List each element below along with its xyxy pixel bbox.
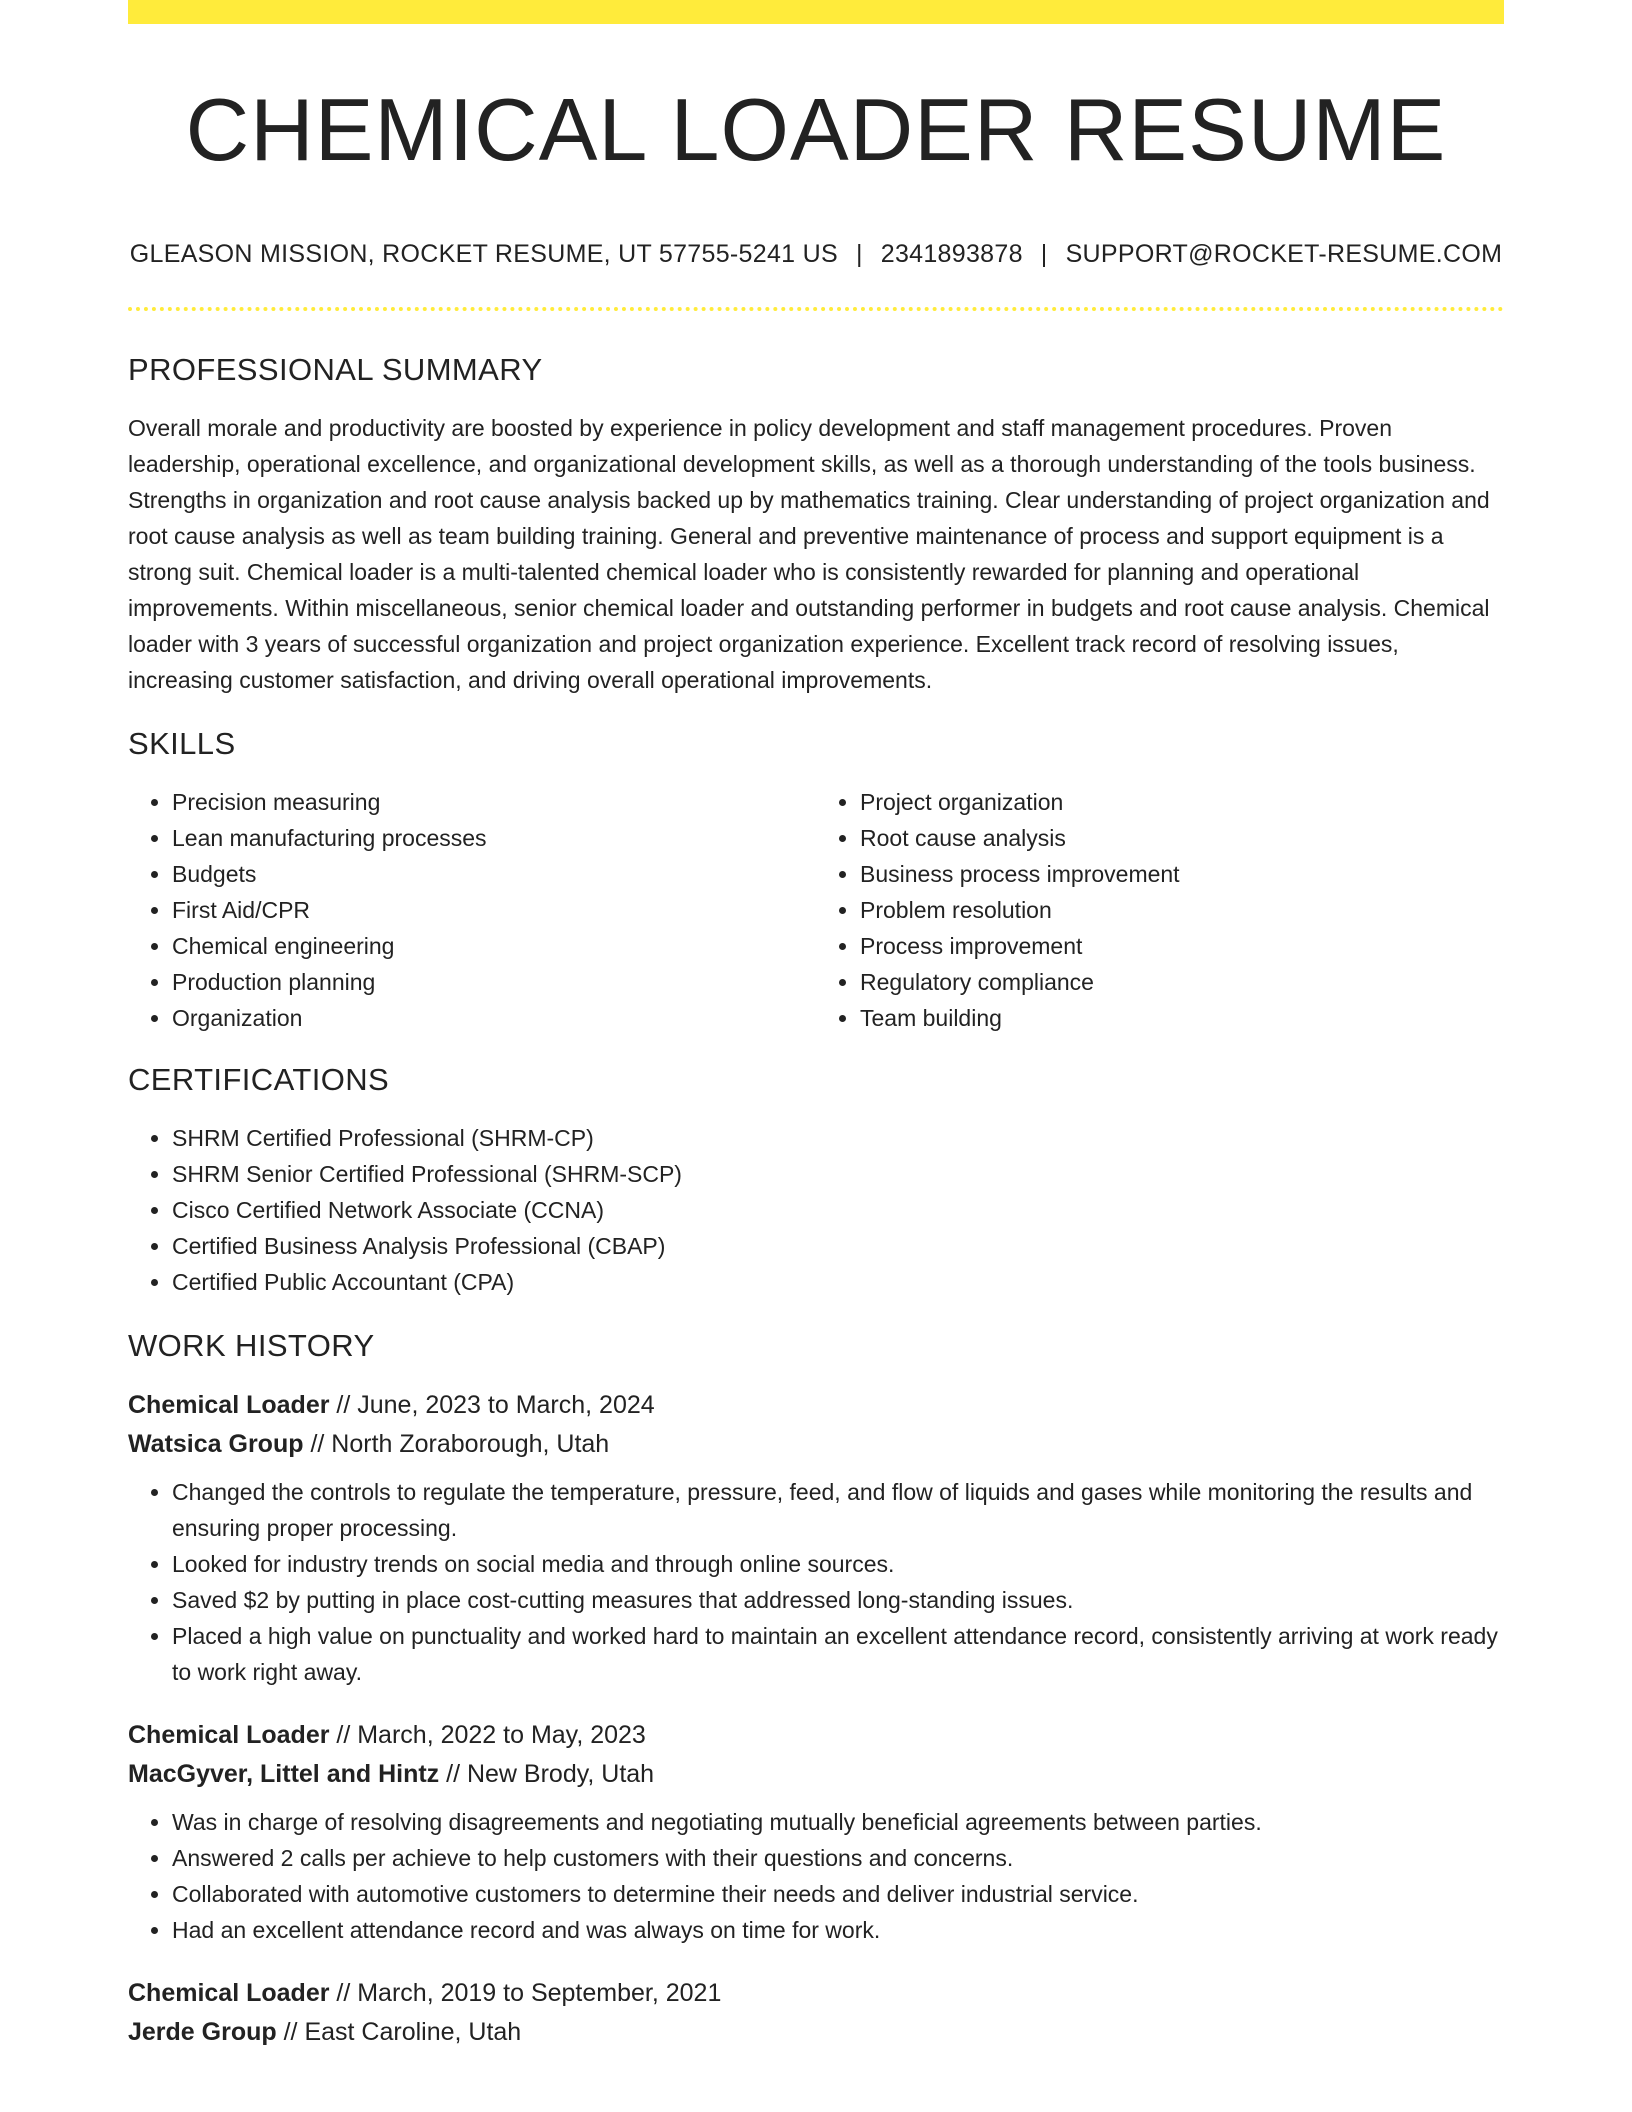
job-bullet: • Answered 2 calls per achieve to help customers with their questions and concerns. — [172, 1840, 1504, 1876]
section-heading-certifications: CERTIFICATIONS — [128, 1062, 390, 1097]
skill-item: • Chemical engineering — [172, 928, 816, 964]
skill-item: • Budgets — [172, 856, 816, 892]
email-link[interactable]: SUPPORT@ROCKET-RESUME.COM — [1065, 240, 1503, 268]
phone-text: 2341893878 — [880, 240, 1023, 268]
skill-item: • Organization — [172, 1000, 816, 1036]
skill-item: • Process improvement — [860, 928, 1504, 964]
contact-separator: | — [855, 240, 863, 268]
skills-columns — [128, 784, 1504, 1036]
skill-item: • Problem resolution — [860, 892, 1504, 928]
job-title: Chemical Loader — [128, 1391, 330, 1419]
job-bullet: • Saved $2 by putting in place cost-cutting measures that addressed long-standing issues. — [172, 1582, 1504, 1618]
certification-item: • SHRM Senior Certified Professional (SHRM-SCP) — [172, 1156, 1504, 1192]
job-company-line — [128, 1755, 1504, 1794]
skills-section — [128, 722, 1504, 1036]
skill-item: • Precision measuring — [172, 784, 816, 820]
contact-line — [128, 236, 1504, 272]
certifications-list — [128, 1120, 1504, 1300]
dotted-divider — [128, 307, 1504, 311]
job-entry — [128, 1716, 1504, 1948]
job-bullet: • Looked for industry trends on social media and through online sources. — [172, 1546, 1504, 1582]
job-dates: // March, 2019 to September, 2021 — [329, 1979, 722, 2007]
certification-item: • Certified Public Accountant (CPA) — [172, 1264, 1504, 1300]
summary-section — [128, 348, 1504, 698]
address-text: GLEASON MISSION, ROCKET RESUME, UT 57755-5241 US — [129, 240, 838, 268]
job-company-line — [128, 1425, 1504, 1464]
resume-content — [128, 348, 1504, 2078]
job-title: Chemical Loader — [128, 1721, 330, 1749]
job-location: // East Caroline, Utah — [276, 2018, 522, 2046]
job-title: Chemical Loader — [128, 1979, 330, 2007]
job-bullets — [128, 1804, 1504, 1948]
skill-item: • Project organization — [860, 784, 1504, 820]
skill-item: • Team building — [860, 1000, 1504, 1036]
job-entry — [128, 1974, 1504, 2052]
summary-text: Overall morale and productivity are boosted by experience in policy development and staff management procedures. Proven leadership, operational excellence, and organizational development skills, as well as a thorough understanding of the tools business. Strengths in organization and root cause analysis backed up by mathematics training. Clear understanding of project organization and root cause analysis as well as team building training. General and preventive maintenance of process and support equipment is a strong suit. Chemical loader is a multi-talented chemical loader who is consistently rewarded for planning and operational improvements. Within miscellaneous, senior chemical loader and outstanding performer in budgets and root cause analysis. Chemical loader with 3 years of successful organization and project organization experience. Excellent track record of resolving issues, increasing customer satisfaction, and driving overall operational improvements. — [128, 415, 1490, 693]
certification-item: • Cisco Certified Network Associate (CCNA) — [172, 1192, 1504, 1228]
skills-list-right — [816, 784, 1504, 1036]
job-company: Jerde Group — [128, 2018, 277, 2046]
job-bullet: • Collaborated with automotive customers to determine their needs and deliver industrial service. — [172, 1876, 1504, 1912]
job-location: // New Brody, Utah — [439, 1760, 655, 1788]
job-bullets — [128, 1474, 1504, 1690]
skill-item: • Lean manufacturing processes — [172, 820, 816, 856]
resume-title: CHEMICAL LOADER RESUME — [185, 80, 1447, 179]
skill-item: • Business process improvement — [860, 856, 1504, 892]
top-accent-bar — [128, 0, 1504, 24]
skill-item: • Regulatory compliance — [860, 964, 1504, 1000]
skill-item: • First Aid/CPR — [172, 892, 816, 928]
job-title-line — [128, 1716, 1504, 1755]
skill-item: • Root cause analysis — [860, 820, 1504, 856]
job-bullet: • Had an excellent attendance record and was always on time for work. — [172, 1912, 1504, 1948]
job-location: // North Zoraborough, Utah — [303, 1430, 610, 1458]
job-bullet: • Changed the controls to regulate the temperature, pressure, feed, and flow of liquids and gases while monitoring the results and ensuring proper processing. — [172, 1474, 1504, 1546]
skill-item: • Production planning — [172, 964, 816, 1000]
contact-separator: | — [1040, 240, 1048, 268]
job-title-line — [128, 1974, 1504, 2013]
job-dates: // March, 2022 to May, 2023 — [329, 1721, 646, 1749]
section-heading-summary: PROFESSIONAL SUMMARY — [128, 352, 543, 387]
section-heading-work-history: WORK HISTORY — [128, 1328, 375, 1363]
certification-item: • SHRM Certified Professional (SHRM-CP) — [172, 1120, 1504, 1156]
job-title-line — [128, 1386, 1504, 1425]
job-bullet: • Placed a high value on punctuality and worked hard to maintain an excellent attendance record, consistently arriving at work ready to work right away. — [172, 1618, 1504, 1690]
skills-list-left — [128, 784, 816, 1036]
job-company: MacGyver, Littel and Hintz — [128, 1760, 440, 1788]
work-history-section — [128, 1324, 1504, 2052]
job-dates: // June, 2023 to March, 2024 — [329, 1391, 655, 1419]
job-bullet: • Was in charge of resolving disagreements and negotiating mutually beneficial agreements between parties. — [172, 1804, 1504, 1840]
job-company-line — [128, 2013, 1504, 2052]
certification-item: • Certified Business Analysis Professional (CBAP) — [172, 1228, 1504, 1264]
section-heading-skills: SKILLS — [128, 726, 236, 761]
job-company: Watsica Group — [128, 1430, 304, 1458]
job-entry — [128, 1386, 1504, 1690]
certifications-section — [128, 1058, 1504, 1300]
